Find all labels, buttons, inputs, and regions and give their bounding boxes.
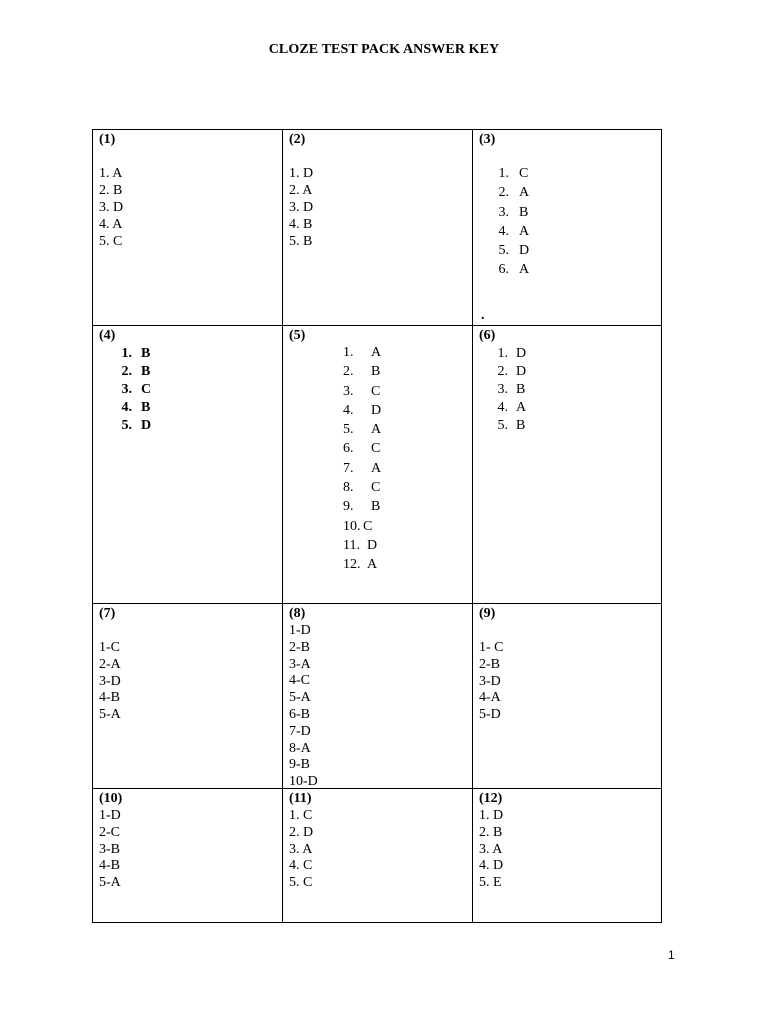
- answer-list: [479, 807, 503, 891]
- answer-item: 5. B: [289, 234, 313, 249]
- answer-item: 3. C: [121, 382, 152, 397]
- answer-item: 3-D: [99, 673, 121, 689]
- answer-item: 2. B: [479, 824, 503, 840]
- answer-item: 1- C: [479, 640, 504, 655]
- answer-item: 2. D: [497, 364, 527, 379]
- answer-cell-10: [99, 790, 122, 891]
- answer-cell-3: [479, 131, 659, 323]
- answer-item: 1. C: [498, 166, 529, 181]
- answer-item: 2. B: [121, 364, 151, 379]
- answer-item: 3-B: [99, 841, 120, 857]
- answer-item: 3. A: [289, 841, 313, 857]
- page-title: CLOZE TEST PACK ANSWER KEY: [268, 42, 500, 57]
- answer-item: 4-B: [99, 690, 120, 706]
- cell-label: (1): [99, 132, 116, 147]
- answer-item: 2-C: [99, 824, 120, 840]
- trailing-mark: .: [481, 308, 485, 323]
- row-divider: [93, 788, 661, 789]
- answer-list: [99, 639, 121, 723]
- answer-item: 2. A: [498, 185, 530, 201]
- answer-item: 4. A: [498, 223, 530, 239]
- cell-label: (12): [479, 791, 503, 806]
- answer-list: [289, 807, 313, 891]
- answer-item: 3. B: [497, 382, 526, 397]
- answer-cell-5: [289, 327, 469, 576]
- column-divider: [282, 130, 283, 922]
- answer-list: [99, 807, 122, 891]
- answer-list: [289, 622, 318, 790]
- answer-item: 1. A: [343, 345, 382, 360]
- answer-item: 3-D: [479, 673, 501, 689]
- cell-label: (6): [479, 328, 496, 343]
- answer-cell-4: [99, 327, 151, 435]
- answer-cell-6: [479, 327, 526, 435]
- answer-item: 4. B: [289, 217, 313, 232]
- cell-label: (7): [99, 606, 116, 621]
- cell-label: (3): [479, 132, 496, 147]
- answer-item: 12. A: [343, 557, 378, 573]
- answer-item: 1. D: [479, 808, 504, 823]
- answer-item: 4-B: [99, 858, 120, 874]
- answer-item: 4. D: [343, 402, 382, 418]
- answer-item: 6-B: [289, 706, 310, 722]
- answer-item: 4. C: [289, 858, 313, 874]
- answer-item: 2. D: [289, 824, 314, 840]
- answer-item: 2-B: [479, 656, 500, 672]
- answer-item: 3. B: [498, 204, 529, 220]
- answer-item: 3. D: [99, 200, 124, 215]
- answer-item: 3. A: [479, 841, 503, 857]
- answer-item: 1. C: [289, 808, 313, 823]
- answer-item: 1. D: [497, 346, 527, 361]
- answer-item: 5-A: [289, 690, 311, 706]
- answer-item: 2. B: [99, 183, 123, 198]
- answer-item: 5. C: [289, 875, 313, 891]
- answer-item: 4-A: [479, 690, 501, 706]
- answer-item: 1-D: [289, 623, 311, 638]
- cell-label: (2): [289, 132, 306, 147]
- answer-item: 1. A: [99, 166, 123, 181]
- answer-list: [479, 639, 504, 723]
- answer-item: 2. A: [289, 183, 313, 198]
- answer-item: 5. A: [343, 422, 382, 438]
- answer-item: 10. C: [343, 518, 373, 534]
- answer-item: 9. B: [343, 499, 381, 515]
- answer-item: 4. A: [99, 217, 123, 232]
- answer-item: 1. B: [121, 346, 151, 361]
- answer-cell-9: [479, 605, 504, 723]
- answer-item: 8-A: [289, 740, 311, 756]
- answer-cell-8: [289, 605, 318, 790]
- column-divider: [472, 130, 473, 922]
- cell-label: (8): [289, 606, 306, 621]
- cell-label: (4): [99, 328, 116, 343]
- answer-item: 6. C: [343, 441, 381, 457]
- answer-list: [481, 165, 659, 281]
- answer-item: 5-D: [479, 707, 501, 723]
- answer-item: 7-D: [289, 723, 311, 739]
- cell-label: (10): [99, 791, 123, 806]
- answer-item: 8. C: [343, 480, 381, 496]
- answer-item: 11. D: [343, 537, 378, 553]
- answer-item: 4. A: [497, 400, 527, 415]
- answer-key-table: [92, 129, 662, 923]
- answer-item: 3. D: [289, 200, 314, 215]
- answer-item: 1. D: [289, 166, 314, 181]
- answer-list: [99, 165, 123, 250]
- answer-list: [343, 344, 469, 576]
- cell-label: (11): [289, 791, 312, 806]
- answer-list: [99, 345, 151, 435]
- row-divider: [93, 603, 661, 604]
- answer-item: 10-D: [289, 774, 318, 790]
- answer-list: [289, 165, 313, 250]
- answer-item: 5-A: [99, 875, 121, 891]
- page-number: 1: [668, 948, 675, 962]
- answer-item: 9-B: [289, 757, 310, 773]
- answer-item: 7. A: [343, 460, 382, 476]
- answer-cell-11: [289, 790, 313, 891]
- answer-item: 2. B: [343, 364, 381, 380]
- answer-item: 4. B: [121, 400, 151, 415]
- answer-item: 2-B: [289, 639, 310, 655]
- answer-item: 2-A: [99, 656, 121, 672]
- answer-item: 5. B: [497, 418, 526, 433]
- answer-item: 5. D: [498, 243, 530, 259]
- answer-cell-2: [289, 131, 313, 250]
- cell-label: (9): [479, 606, 496, 621]
- answer-cell-7: [99, 605, 121, 723]
- answer-item: 5-A: [99, 707, 121, 723]
- answer-item: 1-D: [99, 808, 121, 823]
- answer-item: 4-C: [289, 673, 310, 689]
- row-divider: [93, 325, 661, 326]
- answer-cell-12: [479, 790, 503, 891]
- answer-cell-1: [99, 131, 123, 250]
- answer-item: 5. D: [121, 418, 152, 433]
- answer-item: 6. A: [498, 262, 530, 278]
- answer-item: 5. C: [99, 234, 123, 249]
- answer-item: 4. D: [479, 858, 504, 874]
- answer-item: 1-C: [99, 640, 120, 655]
- cell-label: (5): [289, 328, 306, 343]
- answer-item: 3-A: [289, 656, 311, 672]
- answer-list: [485, 345, 526, 435]
- answer-item: 5. E: [479, 875, 502, 891]
- answer-item: 3. C: [343, 383, 381, 399]
